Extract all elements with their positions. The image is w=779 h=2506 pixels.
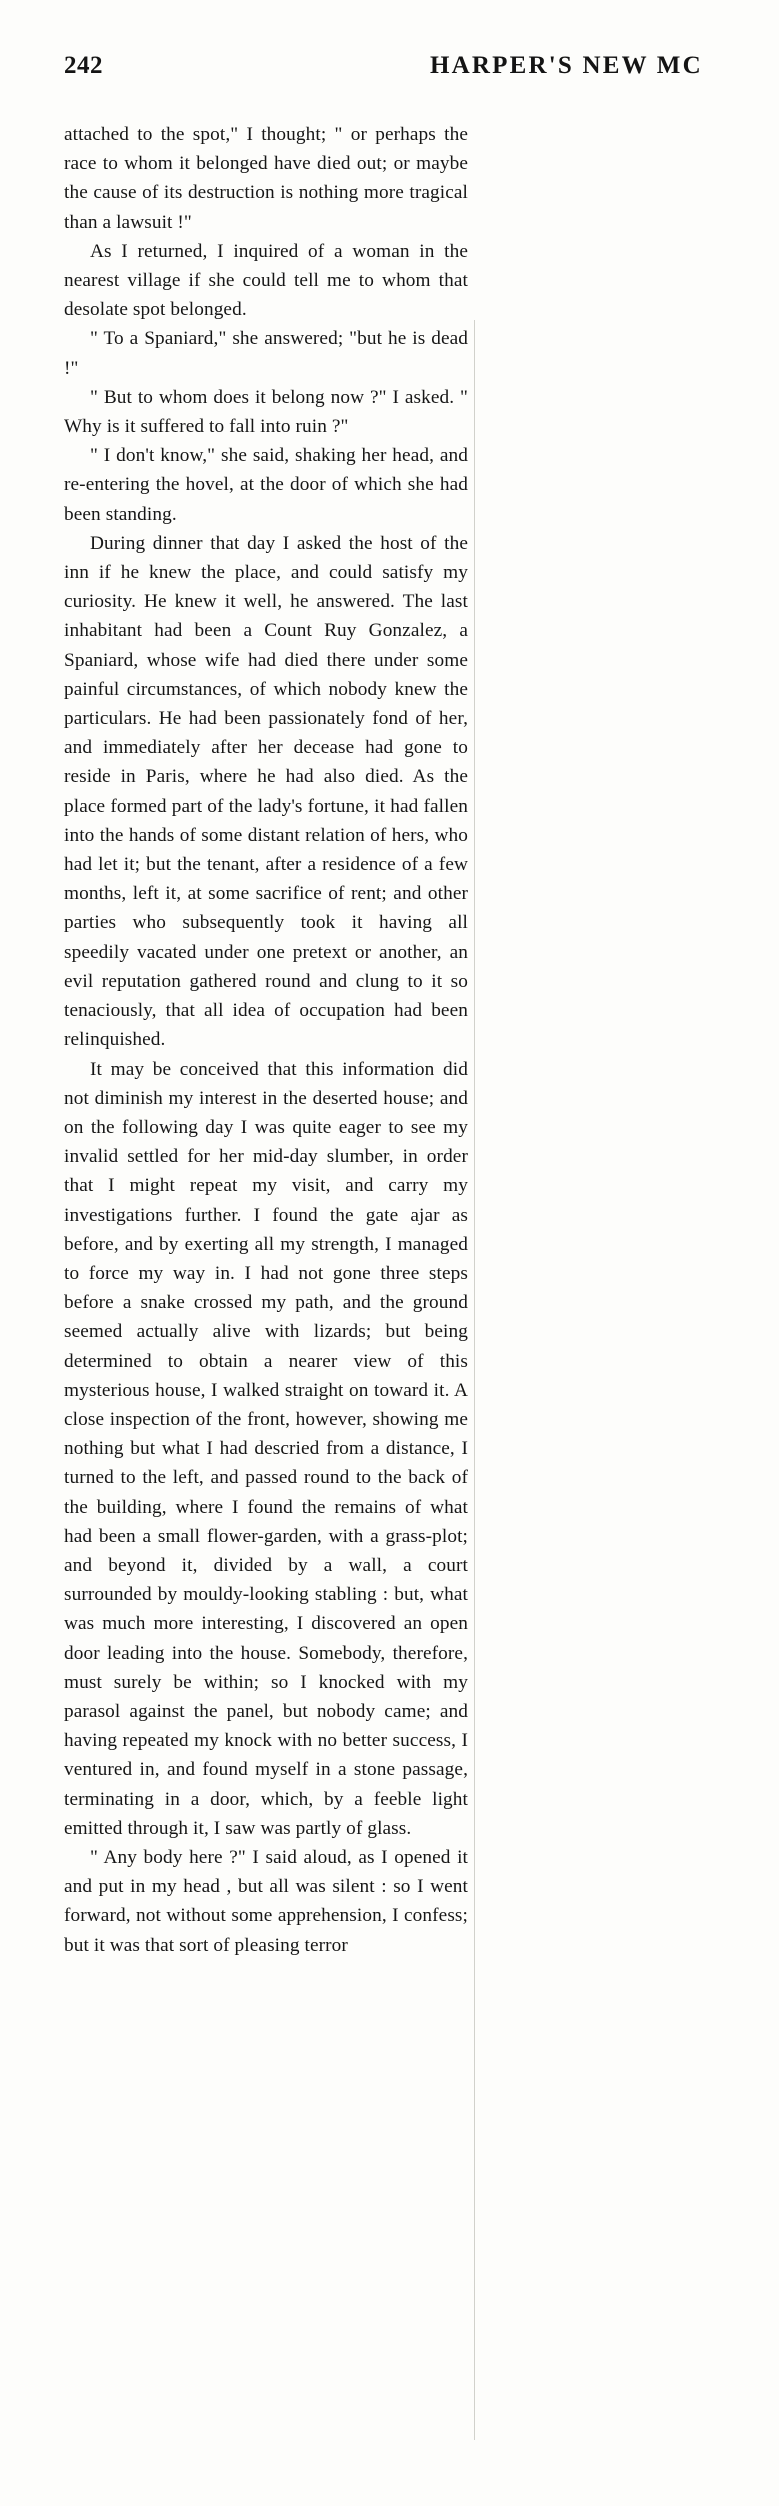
paragraph: As I returned, I inquired of a woman in the nearest village if she could tell me to whom that desolate spot belonged. [64,240,468,321]
paragraph: It may be conceived that this information did not diminish my interest in the deserted house; and on the following day I was quite eager to see my invalid settled for her mid-day slumber, in order that I might repeat my visit, and carry my investigations further. I found the gate ajar as before, and by exerting all my strength, I managed to force my way in. I had not gone three steps before a snake crossed my path, and the ground seemed actually alive with lizards; but being determined to obtain a nearer view of this mysterious house, I walked straight on toward it. A close inspection of the front, however, showing me nothing but what I had descried from a distance, I turned to the left, and passed round to the back of the building, where I found the remains of what had been a small flower-garden, with a grass-plot; and beyond it, divided by a wall, a court surrounded by mouldy-looking stabling : but, what was much more interesting, I discovered an open door leading into the house. Somebody, therefore, must surely be within; so I knocked with my parasol against the panel, but nobody came; and having repeated my knock with no better success, I ventured in, and found myself in a stone passage, terminating in a door, which, by a feeble light emitted through it, I saw was partly of glass. [64,1058,468,1839]
page-header [0,52,779,92]
running-head: HARPER'S NEW MC [430,52,703,79]
paragraph: During dinner that day I asked the host of the inn if he knew the place, and could satisfy my curiosity. He knew it well, he answered. The last inhabitant had been a Count Ruy Gonzalez, a Spaniard, whose wife had died there under some painful circumstances, of which nobody knew the particulars. He had been passionately fond of her, and immediately after her decease had gone to reside in Paris, where he had also died. As the place formed part of the lady's fortune, it had fallen into the hands of some distant relation of hers, who had let it; but the tenant, after a residence of a few months, left it, at some sacrifice of rent; and other parties who subsequently took it having all speedily vacated under one pretext or another, an evil reputation gathered round and clung to it so tenaciously, that all idea of occupation had been relinquished. [64,532,468,1051]
paragraph: " But to whom does it belong now ?" I asked. " Why is it suffered to fall into ruin ?" [64,386,468,438]
paragraph: " Any body here ?" I said aloud, as I opened it and put in my head , but all was silent : so I went forward, not without some apprehension, I confess; but it was that sort of pleasing terror [64,1846,468,1956]
scan-margin-rule [474,320,475,2440]
page-number: 242 [64,52,103,79]
paragraph: attached to the spot," I thought; " or perhaps the race to whom it belonged have died out; or maybe the cause of its destruction is nothing more tragical than a lawsuit !" [64,124,468,233]
paragraph: " I don't know," she said, shaking her head, and re-entering the hovel, at the door of which she had been standing. [64,445,468,525]
paragraph: " To a Spaniard," she answered; "but he is dead !" [64,328,468,379]
text-column [64,120,468,1960]
